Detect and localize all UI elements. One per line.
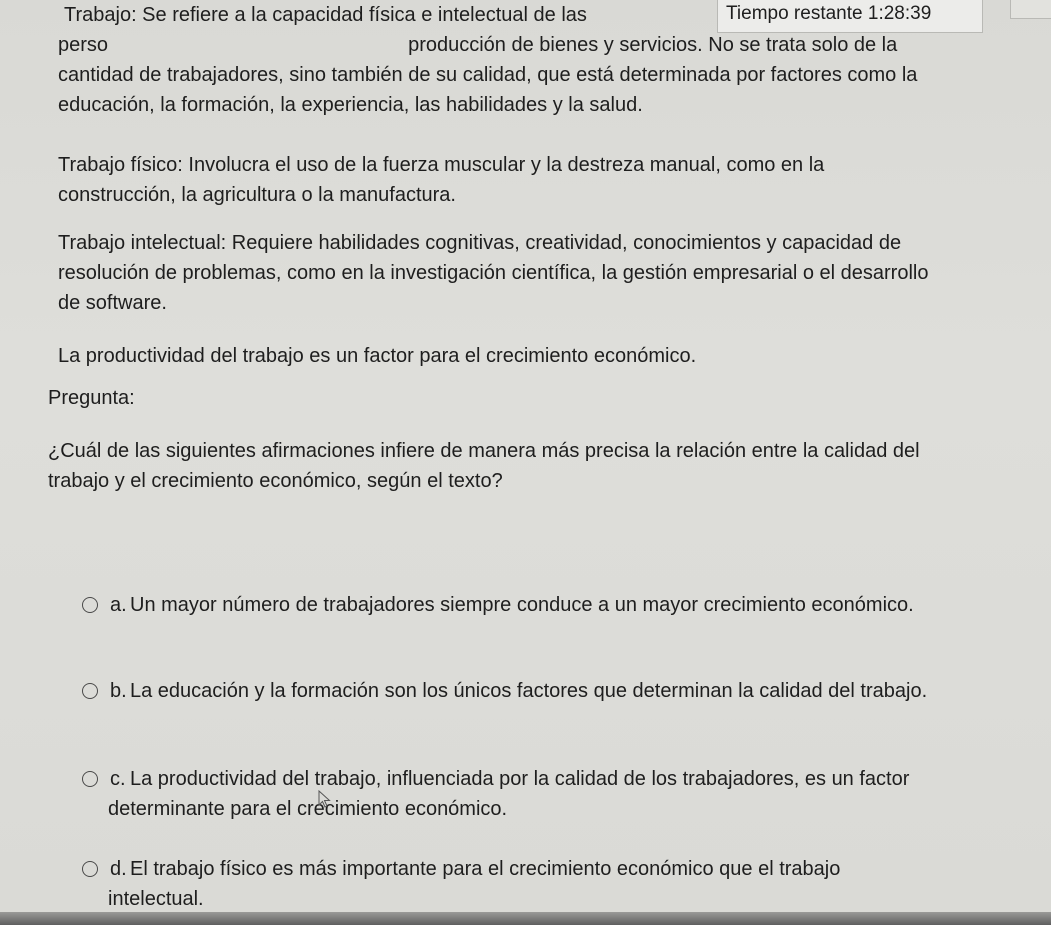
option-letter: a. <box>110 594 127 616</box>
question-label: Pregunta: <box>48 387 135 409</box>
radio-unselected-icon[interactable] <box>82 683 98 699</box>
timer-box <box>717 0 983 33</box>
question-text: ¿Cuál de las siguientes afirmaciones infiere de manera más precisa la relación entre la calidad del trabajo y el crecimiento económico, según el texto? <box>48 440 920 492</box>
timer-side-panel <box>1010 0 1051 19</box>
option-letter: b. <box>110 680 127 702</box>
option-letter: c. <box>110 768 126 790</box>
option-text[interactable]: La educación y la formación son los únicos factores que determinan la calidad del trabajo. <box>130 680 928 702</box>
radio-unselected-icon[interactable] <box>82 597 98 613</box>
timer-value: 1:28:39 <box>867 3 932 24</box>
screen-bottom-edge <box>0 912 1051 925</box>
passage-trabajo-intelectual: Trabajo intelectual: Requiere habilidades cognitivas, creatividad, conocimientos y capacidad de resolución de problemas, como en la investigación científica, la gestión empresarial o el desarrollo de software. <box>58 232 929 314</box>
passage-trabajo-fisico: Trabajo físico: Involucra el uso de la fuerza muscular y la destreza manual, como en la construcción, la agricultura o la manufactura. <box>58 154 825 206</box>
option-letter: d. <box>110 858 127 880</box>
option-text[interactable]: La productividad del trabajo, influenciada por la calidad de los trabajadores, es un factor determinante para el crecimiento económico. <box>108 768 910 820</box>
passage-productividad: La productividad del trabajo es un factor para el crecimiento económico. <box>58 345 697 367</box>
option-text[interactable]: Un mayor número de trabajadores siempre conduce a un mayor crecimiento económico. <box>130 594 914 616</box>
radio-unselected-icon[interactable] <box>82 771 98 787</box>
mouse-pointer-icon <box>318 790 332 808</box>
timer-label: Tiempo restante <box>726 3 863 24</box>
radio-unselected-icon[interactable] <box>82 861 98 877</box>
option-text[interactable]: El trabajo físico es más importante para el crecimiento económico que el trabajo intelectual. <box>108 858 841 910</box>
passage-trabajo: Trabajo: Se refiere a la capacidad física e intelectual de las perso producción de bienes y servicios. No se trata solo de la cantidad de trabajadores, sino también de su calidad, que está determinada por factores como la educación, la formación, la experiencia, las habilidades y la salud. <box>58 4 918 116</box>
